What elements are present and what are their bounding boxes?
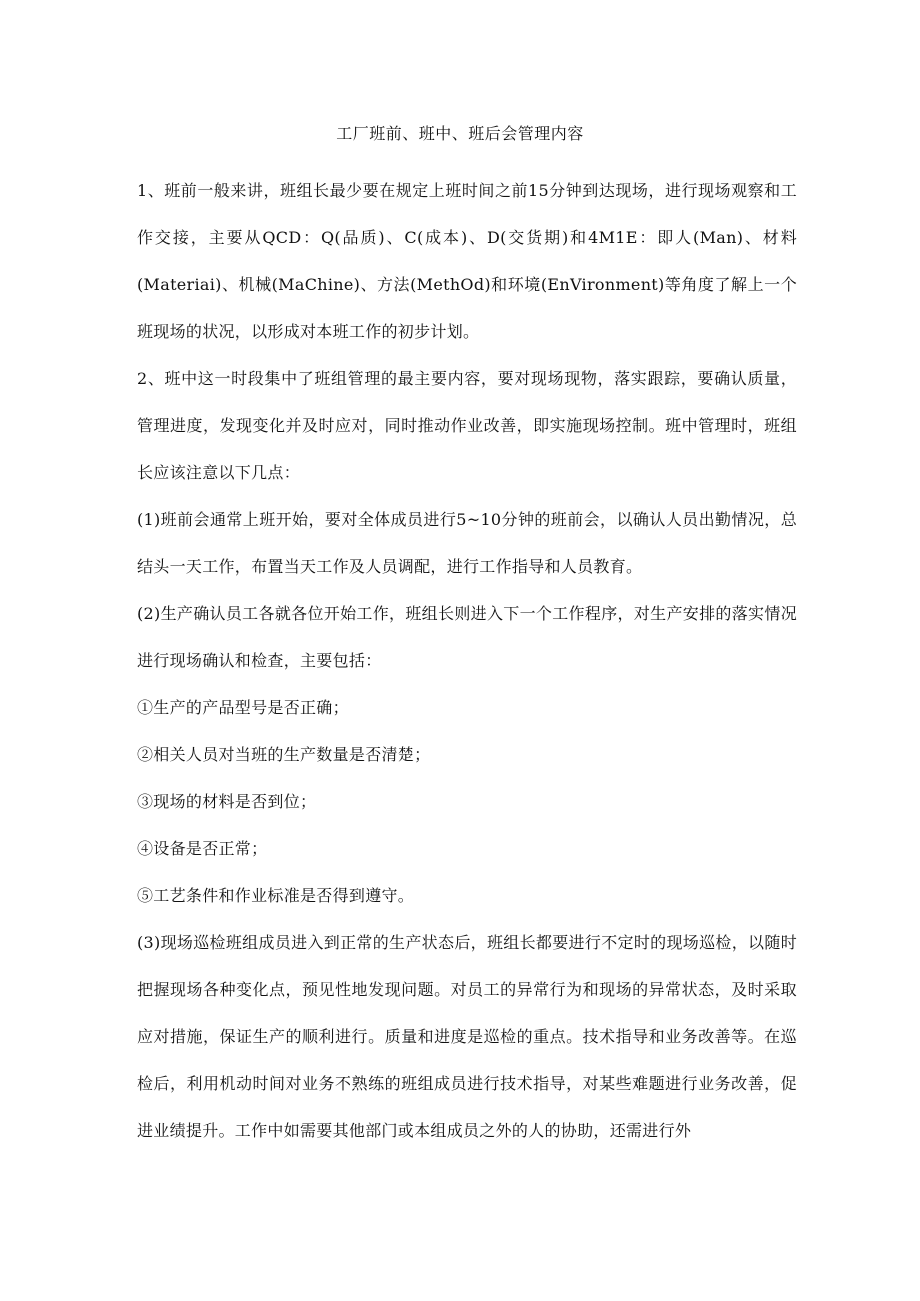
list-item-equipment: ④设备是否正常； [137, 839, 268, 858]
paragraph-pre-shift: 1、班前一般来讲，班组长最少要在规定上班时间之前15分钟到达现场，进行现场观察和工作交接，主要从QCD：Q(品质)、C(成本)、D(交货期)和4M1E：即人(Man)、材料(Materiai)、机械(MaChine)、方法(MethOd)和环境(EnVironment)等角度了解上一个班现场的状况，以形成对本班工作的初步计划。 [137, 181, 797, 341]
paragraph-mid-shift: 2、班中这一时段集中了班组管理的最主要内容，要对现场现物，落实跟踪，要确认质量，管理进度，发现变化并及时应对，同时推动作业改善，即实施现场控制。班中管理时，班组长应该注意以下几点： [137, 369, 797, 482]
list-item-product-model: ①生产的产品型号是否正确； [137, 698, 349, 717]
list-item-production-quantity: ②相关人员对当班的生产数量是否清楚； [137, 745, 431, 764]
list-item-materials: ③现场的材料是否到位； [137, 792, 317, 811]
paragraph-site-inspection: (3)现场巡检班组成员进入到正常的生产状态后，班组长都要进行不定时的现场巡检，以随时把握现场各种变化点，预见性地发现问题。对员工的异常行为和现场的异常状态，及时采取应对措施，保证生产的顺利进行。质量和进度是巡检的重点。技术指导和业务改善等。在巡检后，利用机动时间对业务不熟练的班组成员进行技术指导，对某些难题进行业务改善，促进业绩提升。工作中如需要其他部门或本组成员之外的人的协助，还需进行外 [137, 933, 797, 1140]
paragraph-pre-shift-meeting: (1)班前会通常上班开始，要对全体成员进行5~10分钟的班前会，以确认人员出勤情况，总结头一天工作，布置当天工作及人员调配，进行工作指导和人员教育。 [137, 510, 797, 576]
document-title: 工厂班前、班中、班后会管理内容 [336, 124, 584, 143]
document-body [137, 167, 797, 1154]
paragraph-production-check: (2)生产确认员工各就各位开始工作，班组长则进入下一个工作程序，对生产安排的落实情况进行现场确认和检查，主要包括： [137, 604, 797, 670]
list-item-process-standards: ⑤工艺条件和作业标准是否得到遵守。 [137, 886, 415, 905]
